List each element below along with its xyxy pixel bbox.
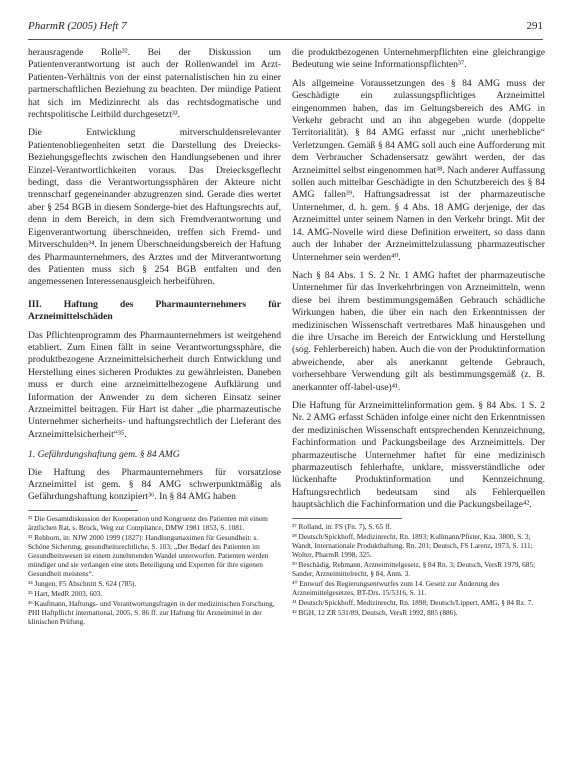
paragraph: Nach § 84 Abs. 1 S. 2 Nr. 1 AMG haftet der pharmazeutische Unternehmer für das Inverkehrbringen von Arzneimitteln, wenn diese bei ihrem bestimmungsgemäßen Gebrauch schädliche Wirkungen haben, die über ein nach den Erkenntnissen der medizinischen Wissenschaft vertretbares Maß hinausgehen und die ihre Ursache im Bereich der Entwicklung und Herstellung (sog. Fehlerbereich) haben. Auch die von der Produktinformation abweichende, aber als anerkannt geltende Gebrauch, vorhersehbare Verwendung gilt als bestimmungsgemäß (z. B. anerkannter off-label-use)⁴¹. [292,269,545,393]
paragraph: Als allgemeine Voraussetzungen des § 84 AMG muss der Geschädigte ein zulassungspflichtiges Arzneimittel eingenommen haben, das im Geltungsbereich des AMG in Verkehr gebracht und an ihn abgegeben wurde (doppelte Territorialität). § 84 AMG erfasst nur „nicht unerhebliche“ Verletzungen. Gemäß § 84 AMG soll auch eine Aufforderung mit dem Verbraucher Schadensersatz gewährt werden, der das Arzneimittel selbst eingenommen hat³⁸. Nach anderer Auffassung sollen auch mittelbar Geschädigte in den Schutzbereich des § 84 AMG fallen³⁹. Haftungsadressat ist der pharmazeutische Unternehmer, d. h. gem. § 4 Abs. 18 AMG derjenige, der das Arzneimittel unter seinem Namen in den Verkehr bringt. Mit der 14. AMG-Novelle wird diese Definition erweitert, so dass dann auch der Inhaber der Arzneimittelzulassung pharmazeutischer Unternehmer sein werden⁴⁰. [292,77,545,263]
left-column [28,47,281,627]
footnote: ³⁹ Beschädig, Rehmann, Arzneimittelgesetz, § 84 Rn. 3; Deutsch, VersR 1979, 685; Sander, Arzneimittelrecht, § 84, Anm. 3. [292,559,536,578]
footnote: ³⁸ Deutsch/Spickhoff, Medizinrecht, Rn. 1893; Kullmann/Pfister, Kza. 3800, S. 3; Wandt, Internationale Produkthaftung, Rn. 201; Deutsch, FS Larenz, 1973, S. 111; Wolter, PharmR 1998, 325. [292,531,533,559]
footnote: ³³ Rehborn, in: NJW 2000 1999 (1827): Handlungsmaximen für Gesundheit: s. Schöne Sicherung, gesundheitsrechtliche, S. 103; „Der Bedarf des Patienten im Gesundheitswesen ist einem zunehmenden Wandel unterworfen. Patienten werden mündiger und sie verlangen eine stets Beteiligung und Experten für ihre eigenen Gesundheit meistens“. [28,532,269,578]
page-number: 291 [526,20,543,32]
header-rule [28,39,543,40]
footnotes [292,522,545,617]
subsection-heading: 1. Gefährdungshaftung gem. § 84 AMG [28,449,180,461]
paragraph: Die Haftung des Pharmaunternehmers für vorsatzlose Arzneimittel ist gem. § 84 AMG schwerpunktmäßig als Gefährdungshaftung konzipiert³⁶. In § 84 AMG haben [28,466,281,503]
footnote: ⁴⁰ Entwurf des Regierungsentwurfes zum 14. Gesetz zur Änderung des Arzneimittelgesetzes, BT-Drs. 15/5316, S. 11. [292,578,500,597]
footnote: ⁴¹ Deutsch/Spickhoff, Medizinrecht, Rn. 1898; Deutsch/Lippert, AMG, § 84 Rz. 7. [292,597,534,607]
paragraph: Das Pflichtenprogramm des Pharmaunternehmers ist weitgehend etabliert. Zum Einen fällt in seine Verantwortungssphäre, die produktbezogene Arzneimittelsicherheit durch Entwicklung und Herstellung eines sicheren Produktes zu gewährleisten. Daneben muss er durch eine arzneimittelbezogene Aufklärung und Information der Anwender zu dem sicheren Einsatz seiner Arzneimittel beitragen. Für Hart ist daher „die pharmazeutische Unternehmer sicherheits- und haftungsrechtlich der Lieferant des Arzneimittelsicherheit“³⁵. [28,329,281,440]
paragraph: Die Haftung für Arzneimittelinformation gem. § 84 Abs. 1 S. 2 Nr. 2 AMG erfasst Schäden infolge einer nicht den Erkenntnissen der medizinischen Wissenschaft entsprechenden Kennzeichnung, Fachinformation und Packungsbeilage des Arzneimittels. Der pharmazeutische Unternehmer haftet für eine medizinisch pharmazeutisch fehlerhafte, unklare, missverständliche oder lückenhafte Produktinformation und Kennzeichnung. Haftungsrechtlich bedeutsam sind als Fehlerquellen hauptsächlich die Fachinformation und die Packungsbeilage⁴². [292,399,545,511]
footnote: ³² Die Gesamtdiskussion der Kooperation und Kongruenz des Patienten mit einem ärztlichen Rat, s. Brock, Weg zur Compliance, DMW 1981 1853, S. 1081. [28,513,268,532]
footnote: ³⁷ Rolland, in: FS (Fn. 7), S. 65 ff. [292,521,392,531]
footnote-rule [292,518,402,519]
running-head [28,20,543,36]
footnote: ³⁴ Jungen, F5 Abschnitt S. 624 (785). [28,578,137,588]
footnote: ⁴² BGH, 12 ZR 531/89, Deutsch, VersR 1992, 885 (886). [292,607,458,617]
paragraph: die produktbezogenen Unternehmerpflichten eine gleichrangige Bedeutung wie seine Informationspflichten³⁷. [292,47,545,71]
paragraph: herausragende Rolle³². Bei der Diskussion um Patientenverantwortung ist auch der Rollenwandel im Arzt-Patienten-Verhältnis von der einst paternalistischen hin zu einer partnerschaftlichen Beziehung zu beachten. Der mündige Patient hat sich im Medizinrecht als das rechtsdogmatische und rechtspolitische Leitbild durchgesetzt³³. [28,47,281,121]
section-heading: III. Haftung des Pharmaunternehmers für Arzneimittelschäden [28,298,281,323]
right-column [292,47,545,618]
journal-title: PharmR (2005) Heft 7 [28,20,127,32]
footnote-rule [28,510,138,511]
footnote: ³⁶ Kaufmann, Haftungs- und Verantwortungsfragen in der medizinischen Forschung, PHI Haftpflicht international, 2005, S. 86 ff. zur Haftung für Arzneimittel in der klinischen Prüfung. [28,598,275,626]
footnote: ³⁵ Hart, MedR 2003, 603. [28,588,103,598]
paragraph: Die Entwicklung mitverschuldensrelevanter Patientenobliegenheiten setzt die Darstellung des Dreiecks-Beziehungsgeflechts zwischen den Handlungsebenen und ihrer Einzel-Verantwortlichkeiten voraus. Das Dreiecksgeflecht bedingt, dass die Verantwortungssphären der Akteure nicht trennscharf gegeneinander abzugrenzen sind. Gerade dies wertet aber § 254 BGB in diesem Sonderge-biet des Haftungsrechts auf, denn in dem Bereich, in dem sich Fremdverantwortung und Eigenverantwortung überschneiden, treffen sich Fremd- und Mitverschulden³⁴. In jenem Überschneidungsbereich der Haftung des Pharmaunternehmers, des Arztes und der Mitverantwortung des Patienten muss sich § 254 BGB entfalten und den angemessenen Interessenausgleich herbeiführen. [28,127,281,288]
footnotes [28,514,281,626]
